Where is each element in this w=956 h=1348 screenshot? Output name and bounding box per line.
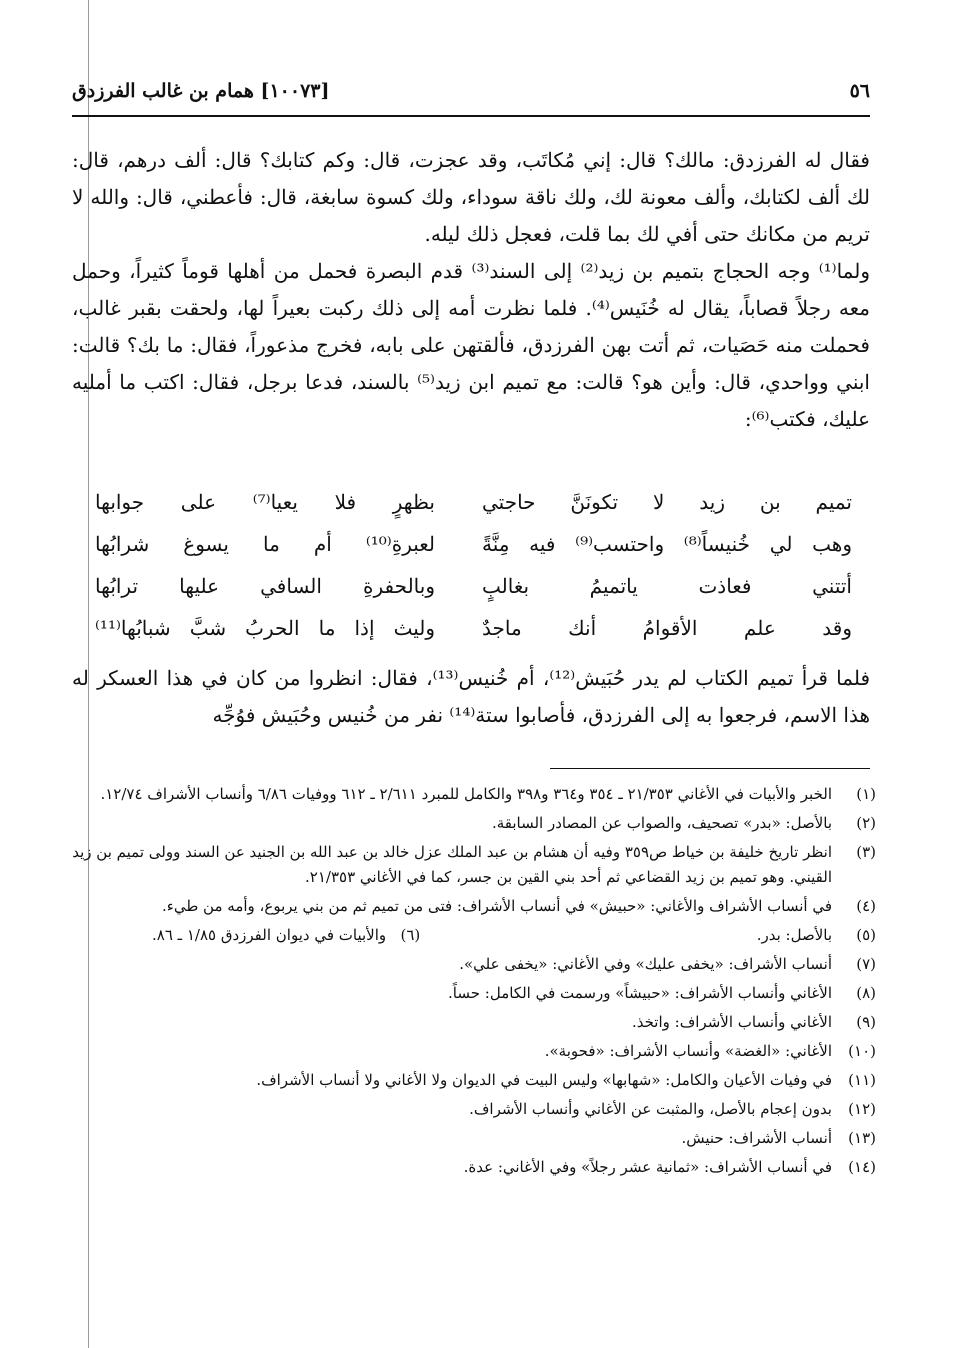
footnote-text: أنساب الأشراف: «يخفى عليك» وفي الأغاني: «يخفى علي». bbox=[459, 955, 832, 973]
footnote-number: (٢) bbox=[856, 814, 876, 832]
footnote-text: الخبر والأبيات في الأغاني ٢١/٣٥٣ ـ ٣٥٤ و٣٦٤ و٣٩٨ والكامل للمبرد ٢/٦١١ ـ ٦١٢ ووفيات ٦/٨٦ وأنساب الأشراف ١٢/٧٤. bbox=[100, 785, 832, 803]
verse-first-hemistich: أتتني فعاذت ياتميمُ بغالبٍ bbox=[482, 574, 852, 598]
footnote-text: في وفيات الأعيان والكامل: «شهابها» وليس البيت في الديوان ولا الأغاني ولا أنساب الأشراف. bbox=[256, 1071, 832, 1089]
verse-first-hemistich: وهب لي خُنيساً⁽⁸⁾ واحتسب⁽⁹⁾ فيه مِنَّةً bbox=[482, 532, 853, 556]
footnote-number: (٥) bbox=[856, 926, 876, 944]
verse-second-hemistich: وليث إذا ما الحربُ شبَّ شبابُها⁽¹¹⁾ bbox=[95, 616, 435, 640]
footnote-number: (٧) bbox=[856, 955, 876, 973]
verse-first-hemistich: تميم بن زيد لا تكونَنَّ حاجتي bbox=[482, 490, 852, 514]
footnote-number: (١٤) bbox=[848, 1158, 876, 1176]
footnote bbox=[72, 1126, 876, 1151]
footnote-number: (١٢) bbox=[848, 1100, 876, 1118]
footnote bbox=[72, 1039, 876, 1064]
footnote-number: (١١) bbox=[848, 1071, 876, 1089]
poem bbox=[95, 482, 852, 650]
paragraph: فلما قرأ تميم الكتاب لم يدر حُبَيش⁽¹²⁾، أم خُنيس⁽¹³⁾، فقال: انظروا من كان في هذا العسكر له هذا الاسم، فرجعوا به إلى الفرزدق، فأصابوا ستة⁽¹⁴⁾ نفر من خُنيس وحُبَيش فوُجِّه bbox=[72, 666, 871, 727]
footnote-number: (١٣) bbox=[848, 1129, 876, 1147]
footnote-text: بدون إعجام بالأصل، والمثبت عن الأغاني وأنساب الأشراف. bbox=[469, 1100, 832, 1118]
footnote-text: والأبيات في ديوان الفرزدق ١/٨٥ ـ ٨٦. bbox=[152, 926, 387, 944]
footnotes bbox=[72, 782, 876, 1184]
footnote-number: (٨) bbox=[856, 984, 876, 1002]
footnote-text: في أنساب الأشراف والأغاني: «حبيش» في أنساب الأشراف: فتى من تميم ثم من بني يربوع، وأمه من طيء. bbox=[162, 897, 832, 915]
footnote-text: بالأصل: بدر. bbox=[756, 926, 832, 944]
footnote-number: (١٠) bbox=[848, 1042, 876, 1060]
footnote bbox=[72, 1097, 876, 1122]
footnote-number: (١) bbox=[856, 785, 876, 803]
footnote-number: (٤) bbox=[856, 897, 876, 915]
footnote bbox=[72, 923, 876, 948]
main-text bbox=[72, 142, 870, 438]
verse-second-hemistich: لعبرةِ⁽¹⁰⁾ أم ما يسوغ شرابُها bbox=[95, 532, 435, 556]
footnote-number: (٩) bbox=[856, 1013, 876, 1031]
paragraph: ولما⁽¹⁾ وجه الحجاج بتميم بن زيد⁽²⁾ إلى السند⁽³⁾ قدم البصرة فحمل من أهلها قوماً كثيراً، وحمل معه رجلاً قصاباً، يقال له خُنَيس⁽⁴⁾. فلما نظرت أمه إلى ذلك ركبت بعيراً لها، ولحقت بقبر غالب، فحملت منه حَصَيات، ثم أتت بهن الفرزدق، فألقتهن على بابه، فخرج مذعوراً، فقال: ما بك؟ قالت: ابني وواحدي، قال: وأين هو؟ قالت: مع تميم ابن زيد⁽⁵⁾ بالسند، فدعا برجل، فقال: اكتب ما أمليه عليك، فكتب⁽⁶⁾: bbox=[72, 259, 870, 431]
poem-verse bbox=[95, 608, 852, 650]
footnote-rule bbox=[550, 768, 870, 769]
poem-verse bbox=[95, 524, 852, 566]
footnote-text: الأغاني وأنساب الأشراف: «حبيشاً» ورسمت في الكامل: حساً. bbox=[448, 984, 832, 1002]
footnote bbox=[72, 811, 876, 836]
poem-verse bbox=[95, 482, 852, 524]
footnote bbox=[72, 952, 876, 977]
verse-first-hemistich: وقد علم الأقوامُ أنك ماجدٌ bbox=[482, 616, 852, 640]
footnote bbox=[72, 1068, 876, 1093]
paragraph: فقال له الفرزدق: مالك؟ قال: إني مُكاتَب، وقد عجزت، قال: وكم كتابك؟ قال: ألف درهم، قال: لك ألف لكتابك، وألف معونة لك، ولك ناقة سوداء، ولك كسوة سابغة، قال: فأعطني، قال: والله لا تريم من مكانك حتى أفي لك بما قلت، فعجل ذلك ليله. bbox=[72, 148, 870, 246]
verse-second-hemistich: وبالحفرةِ السافي عليها ترابُها bbox=[95, 574, 435, 598]
footnote bbox=[72, 1010, 876, 1035]
footnote-text: الأغاني: «الغضة» وأنساب الأشراف: «فحوبة». bbox=[544, 1042, 832, 1060]
footnote-text: بالأصل: «بدر» تصحيف، والصواب عن المصادر السابقة. bbox=[491, 814, 832, 832]
footnote-number: (٦) bbox=[400, 926, 421, 944]
footnote bbox=[72, 981, 876, 1006]
footnote-text: انظر تاريخ خليفة بن خياط ص٣٥٩ وفيه أن هشام بن عبد الملك عزل خالد بن عبد الله بن الجنيد عن السند وولى تميم بن زيد القيني. وهو تميم بن زيد القضاعي ثم أحد بني القين بن جسر، كما في الأغاني ٢١/٣٥٣. bbox=[72, 843, 832, 886]
footnote bbox=[72, 840, 876, 890]
footnote-inline bbox=[72, 923, 420, 948]
footnote-text: أنساب الأشراف: حنيش. bbox=[681, 1129, 832, 1147]
running-title: [١٠٠٧٣] همام بن غالب الفرزدق bbox=[72, 80, 330, 102]
footnote-text: الأغاني وأنساب الأشراف: واتخذ. bbox=[631, 1013, 832, 1031]
footnote bbox=[72, 1155, 876, 1180]
poem-verse bbox=[95, 566, 852, 608]
verse-second-hemistich: بظهرٍ فلا يعيا⁽⁷⁾ على جوابها bbox=[95, 490, 435, 514]
page-header bbox=[72, 80, 870, 108]
footnote-text: في أنساب الأشراف: «ثمانية عشر رجلاً» وفي الأغاني: عدة. bbox=[463, 1158, 832, 1176]
footnote bbox=[72, 782, 876, 807]
footnote-number: (٣) bbox=[856, 843, 876, 861]
page-number: ٥٦ bbox=[849, 80, 870, 102]
header-rule bbox=[72, 115, 870, 117]
main-text-continued bbox=[72, 660, 870, 734]
footnote bbox=[72, 894, 876, 919]
